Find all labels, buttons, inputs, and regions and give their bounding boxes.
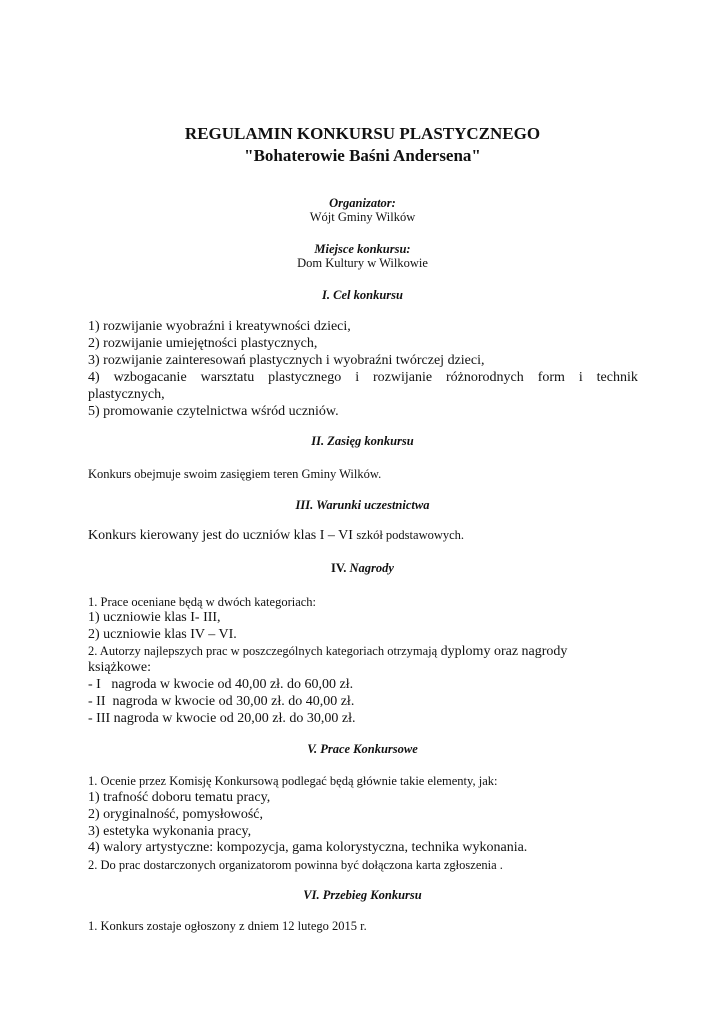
awards-p2 [88,643,638,660]
awards-p1: 1. Prace oceniane będą w dwóch kategoriach: [88,595,317,609]
award-category: 1) uczniowie klas I- III, [88,610,221,625]
word: wzbogacanie [113,370,187,385]
organizer-value: Wójt Gminy Wilków [309,210,416,224]
word: i [578,370,583,385]
goal-item: 5) promowanie czytelnictwa wśród uczniów. [88,404,339,419]
word: warsztatu [200,370,255,385]
awards-p2-a: 2. Autorzy najlepszych prac w poszczególnych kategoriach otrzymają [88,644,438,658]
conditions-text-a: Konkurs kierowany jest do uczniów klas I – VI [88,528,353,543]
section-heading-warunki: III. Warunki uczestnictwa [295,498,430,512]
document-title: REGULAMIN KONKURSU PLASTYCZNEGO [184,124,541,143]
section-heading-cel: I. Cel konkursu [322,288,403,302]
prize-line: - II nagroda w kwocie od 30,00 zł. do 40,00 zł. [88,694,355,709]
works-p1: 1. Ocenie przez Komisję Konkursową podlegać będą głównie takie elementy, jak: [88,774,498,788]
venue-label: Miejsce konkursu: [314,242,411,256]
prize-line: - III nagroda w kwocie od 20,00 zł. do 30,00 zł. [88,711,356,726]
goal-item: 1) rozwijanie wyobraźni i kreatywności dzieci, [88,319,351,334]
goal-item-justified [88,369,638,386]
section-heading-nagrody [0,561,725,576]
section-heading-przebieg: VI. Przebieg Konkursu [303,888,422,902]
word: rozwijanie [373,370,433,385]
organizer-label: Organizator: [329,196,396,210]
criteria-item: 1) trafność doboru tematu pracy, [88,790,271,805]
word: 4) [88,370,100,385]
procedure-p1: 1. Konkurs zostaje ogłoszony z dniem 12 lutego 2015 r. [88,919,367,933]
word: i [355,370,360,385]
goal-item: 3) rozwijanie zainteresowań plastycznych i wyobraźni twórczej dzieci, [88,353,485,368]
scope-text: Konkurs obejmuje swoim zasięgiem teren Gminy Wilków. [88,467,382,481]
criteria-item: 2) oryginalność, pomysłowość, [88,807,263,822]
document-subtitle: "Bohaterowie Baśni Andersena" [244,146,481,165]
goal-item-continuation: plastycznych, [88,387,165,402]
works-p2: 2. Do prac dostarczonych organizatorom powinna być dołączona karta zgłoszenia . [88,858,503,872]
goal-item: 2) rozwijanie umiejętności plastycznych, [88,336,318,351]
word: form [537,370,565,385]
criteria-item: 4) walory artystyczne: kompozycja, gama kolorystyczna, technika wykonania. [88,840,528,855]
venue-value: Dom Kultury w Wilkowie [297,256,428,270]
heading-text: Nagrody [349,561,394,575]
awards-p2-b: dyplomy oraz nagrody [440,644,568,659]
prize-line: - I nagroda w kwocie od 40,00 zł. do 60,00 zł. [88,677,354,692]
word: różnorodnych [446,370,524,385]
conditions-text [88,527,638,544]
word: technik [596,370,638,385]
heading-number: IV. [331,561,347,575]
word: plastycznego [268,370,342,385]
section-heading-zasieg: II. Zasięg konkursu [311,434,414,448]
awards-p2-continuation: książkowe: [88,660,151,675]
criteria-item: 3) estetyka wykonania pracy, [88,824,252,839]
award-category: 2) uczniowie klas IV – VI. [88,627,237,642]
section-heading-prace: V. Prace Konkursowe [307,742,418,756]
conditions-text-b: szkół podstawowych. [356,528,465,542]
